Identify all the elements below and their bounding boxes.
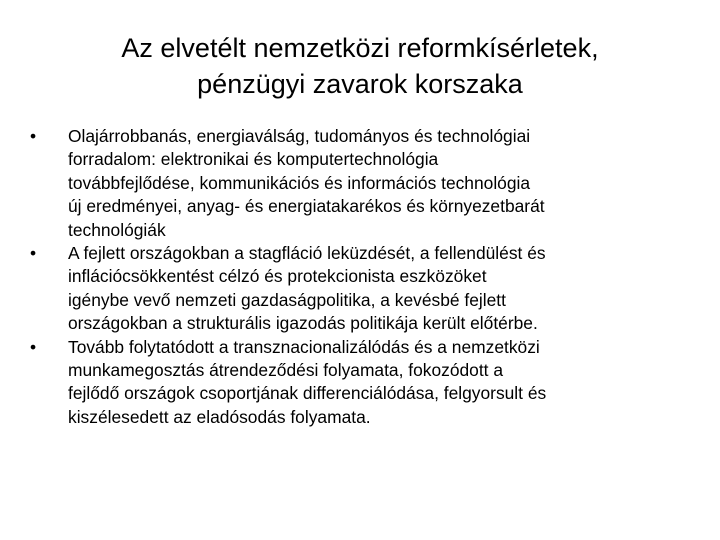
bullet-marker: •: [30, 243, 37, 264]
bullet-line: munkamegosztás átrendeződési folyamata, fokozódott a: [68, 360, 504, 381]
bullet-line: fejlődő országok csoportjának differenciálódása, felgyorsult és: [68, 383, 547, 404]
bullet-line: továbbfejlődése, kommunikációs és információs technológia: [68, 172, 531, 193]
bullet-line: inflációcsökkentést célzó és protekcionista eszközöket: [68, 266, 487, 287]
title-line: pénzügyi zavarok korszaka: [197, 69, 523, 99]
bullet-item: [30, 125, 692, 242]
bullet-line: országokban a strukturális igazodás politikája került előtérbe.: [68, 313, 538, 334]
bullet-item: [30, 242, 692, 336]
bullet-marker: •: [30, 126, 37, 146]
title-line: Az elvetélt nemzetközi reformkísérletek,: [121, 33, 599, 63]
bullet-line: új eredményei, anyag- és energiatakarékos és környezetbarát: [68, 196, 545, 217]
bullet-marker: •: [30, 336, 37, 357]
bullet-item: [30, 336, 692, 430]
bullet-line: forradalom: elektronikai és komputertechnológia: [68, 149, 439, 170]
bullet-line: igénybe vevő nemzeti gazdaságpolitika, a kevésbé fejlett: [68, 289, 506, 310]
bullet-line: Olajárrobbanás, energiaválság, tudományos és technológiai: [68, 126, 531, 146]
bullet-line: Tovább folytatódott a transznacionalizálódás és a nemzetközi: [68, 336, 540, 357]
bullet-list: [30, 125, 692, 429]
bullet-line: technológiák: [68, 219, 166, 240]
bullet-line: kiszélesedett az eladósodás folyamata.: [68, 406, 371, 427]
bullet-line: A fejlett országokban a stagfláció leküzdését, a fellendülést és: [68, 243, 546, 264]
slide-title: [40, 30, 680, 102]
